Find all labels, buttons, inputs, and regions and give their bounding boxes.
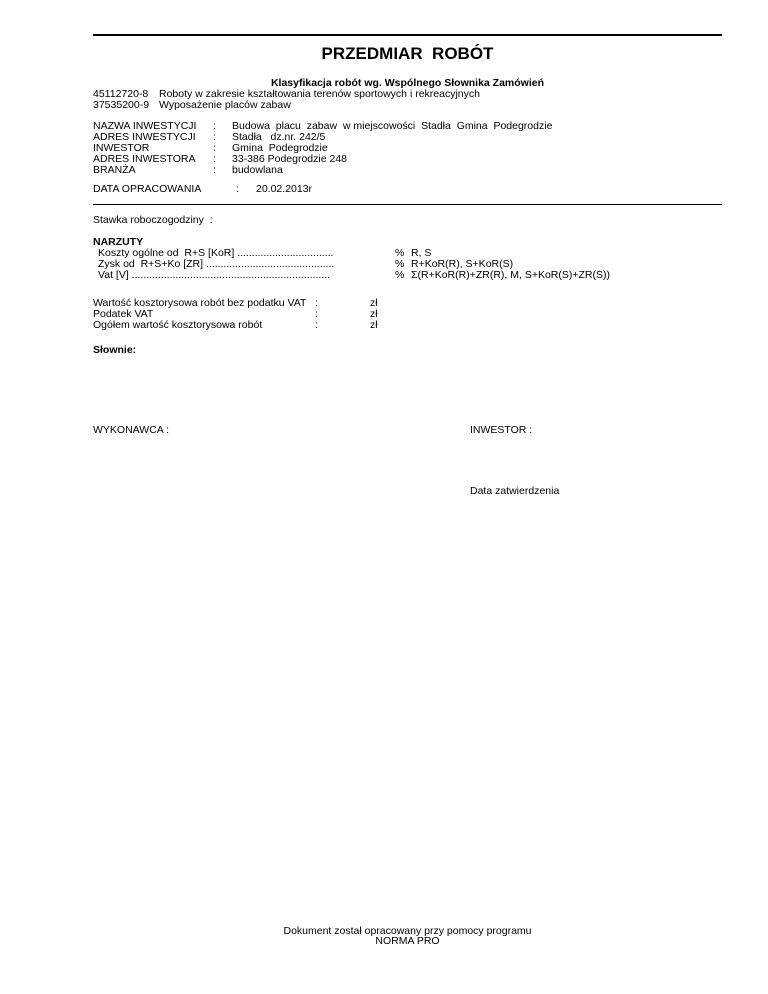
total-unit: zł: [370, 297, 378, 309]
surcharge-percent: %: [395, 269, 405, 281]
approval-date-label: Data zatwierdzenia: [470, 485, 560, 497]
info-label: NAZWA INWESTYCJI: [93, 120, 197, 132]
info-separator: :: [213, 164, 216, 176]
info-value: 33-386 Podegrodzie 248: [232, 153, 348, 165]
info-label: ADRES INWESTORA: [93, 153, 196, 165]
total-separator: :: [315, 297, 318, 309]
contractor-label: WYKONAWCA :: [93, 424, 170, 436]
footer-program-name: NORMA PRO: [375, 935, 440, 947]
info-separator: :: [213, 131, 216, 143]
in-words-label: Słownie:: [93, 344, 137, 356]
investor-label: INWESTOR :: [470, 424, 533, 436]
info-label: ADRES INWESTYCJI: [93, 131, 196, 143]
page-title: PRZEDMIAR ROBÓT: [321, 44, 494, 63]
surcharges-heading: NARZUTY: [93, 236, 144, 248]
section-rule: [93, 204, 722, 205]
surcharge-percent: %: [395, 247, 405, 259]
info-separator: :: [213, 142, 216, 154]
surcharge-base: R+KoR(R), S+KoR(S): [411, 258, 514, 270]
total-unit: zł: [370, 319, 378, 331]
footer-line: Dokument został opracowany przy pomocy programu: [283, 925, 532, 937]
surcharge-label: Zysk od R+S+Ko [ZR] ............................................: [98, 258, 335, 270]
date-value: 20.02.2013r: [256, 183, 313, 195]
total-unit: zł: [370, 308, 378, 320]
info-value: Stadła dz.nr. 242/5: [232, 131, 326, 143]
info-value: budowlana: [232, 164, 283, 176]
info-separator: :: [213, 120, 216, 132]
total-label: Ogółem wartość kosztorysowa robót: [93, 319, 263, 331]
cpv-code: 45112720-8: [93, 88, 149, 100]
cpv-description: Roboty w zakresie kształtowania terenów sportowych i rekreacyjnych: [159, 88, 480, 100]
surcharge-base: R, S: [411, 247, 432, 259]
hourly-rate-label: Stawka roboczogodziny :: [93, 214, 213, 226]
total-separator: :: [315, 319, 318, 331]
top-rule: [93, 34, 722, 36]
info-value: Budowa placu zabaw w miejscowości Stadła Gmina Podegrodzie: [232, 120, 553, 132]
classification-heading: Klasyfikacja robót wg. Wspólnego Słownika Zamówień: [270, 77, 545, 89]
cpv-code: 37535200-9: [93, 99, 150, 111]
info-value: Gmina Podegrodzie: [232, 142, 328, 154]
total-separator: :: [315, 308, 318, 320]
surcharge-label: Vat [V] ....................................................................: [98, 269, 331, 281]
info-label: INWESTOR: [93, 142, 150, 154]
cpv-description: Wyposażenie placów zabaw: [159, 99, 291, 111]
surcharge-label: Koszty ogólne od R+S [KoR] .................................: [98, 247, 334, 259]
total-label: Wartość kosztorysowa robót bez podatku VAT: [93, 297, 307, 309]
date-label: DATA OPRACOWANIA: [93, 183, 202, 195]
info-separator: :: [213, 153, 216, 165]
total-label: Podatek VAT: [93, 308, 154, 320]
surcharge-percent: %: [395, 258, 405, 270]
info-label: BRANŻA: [93, 164, 136, 176]
surcharge-base: Σ(R+KoR(R)+ZR(R), M, S+KoR(S)+ZR(S)): [411, 269, 611, 281]
date-separator: :: [236, 183, 239, 195]
